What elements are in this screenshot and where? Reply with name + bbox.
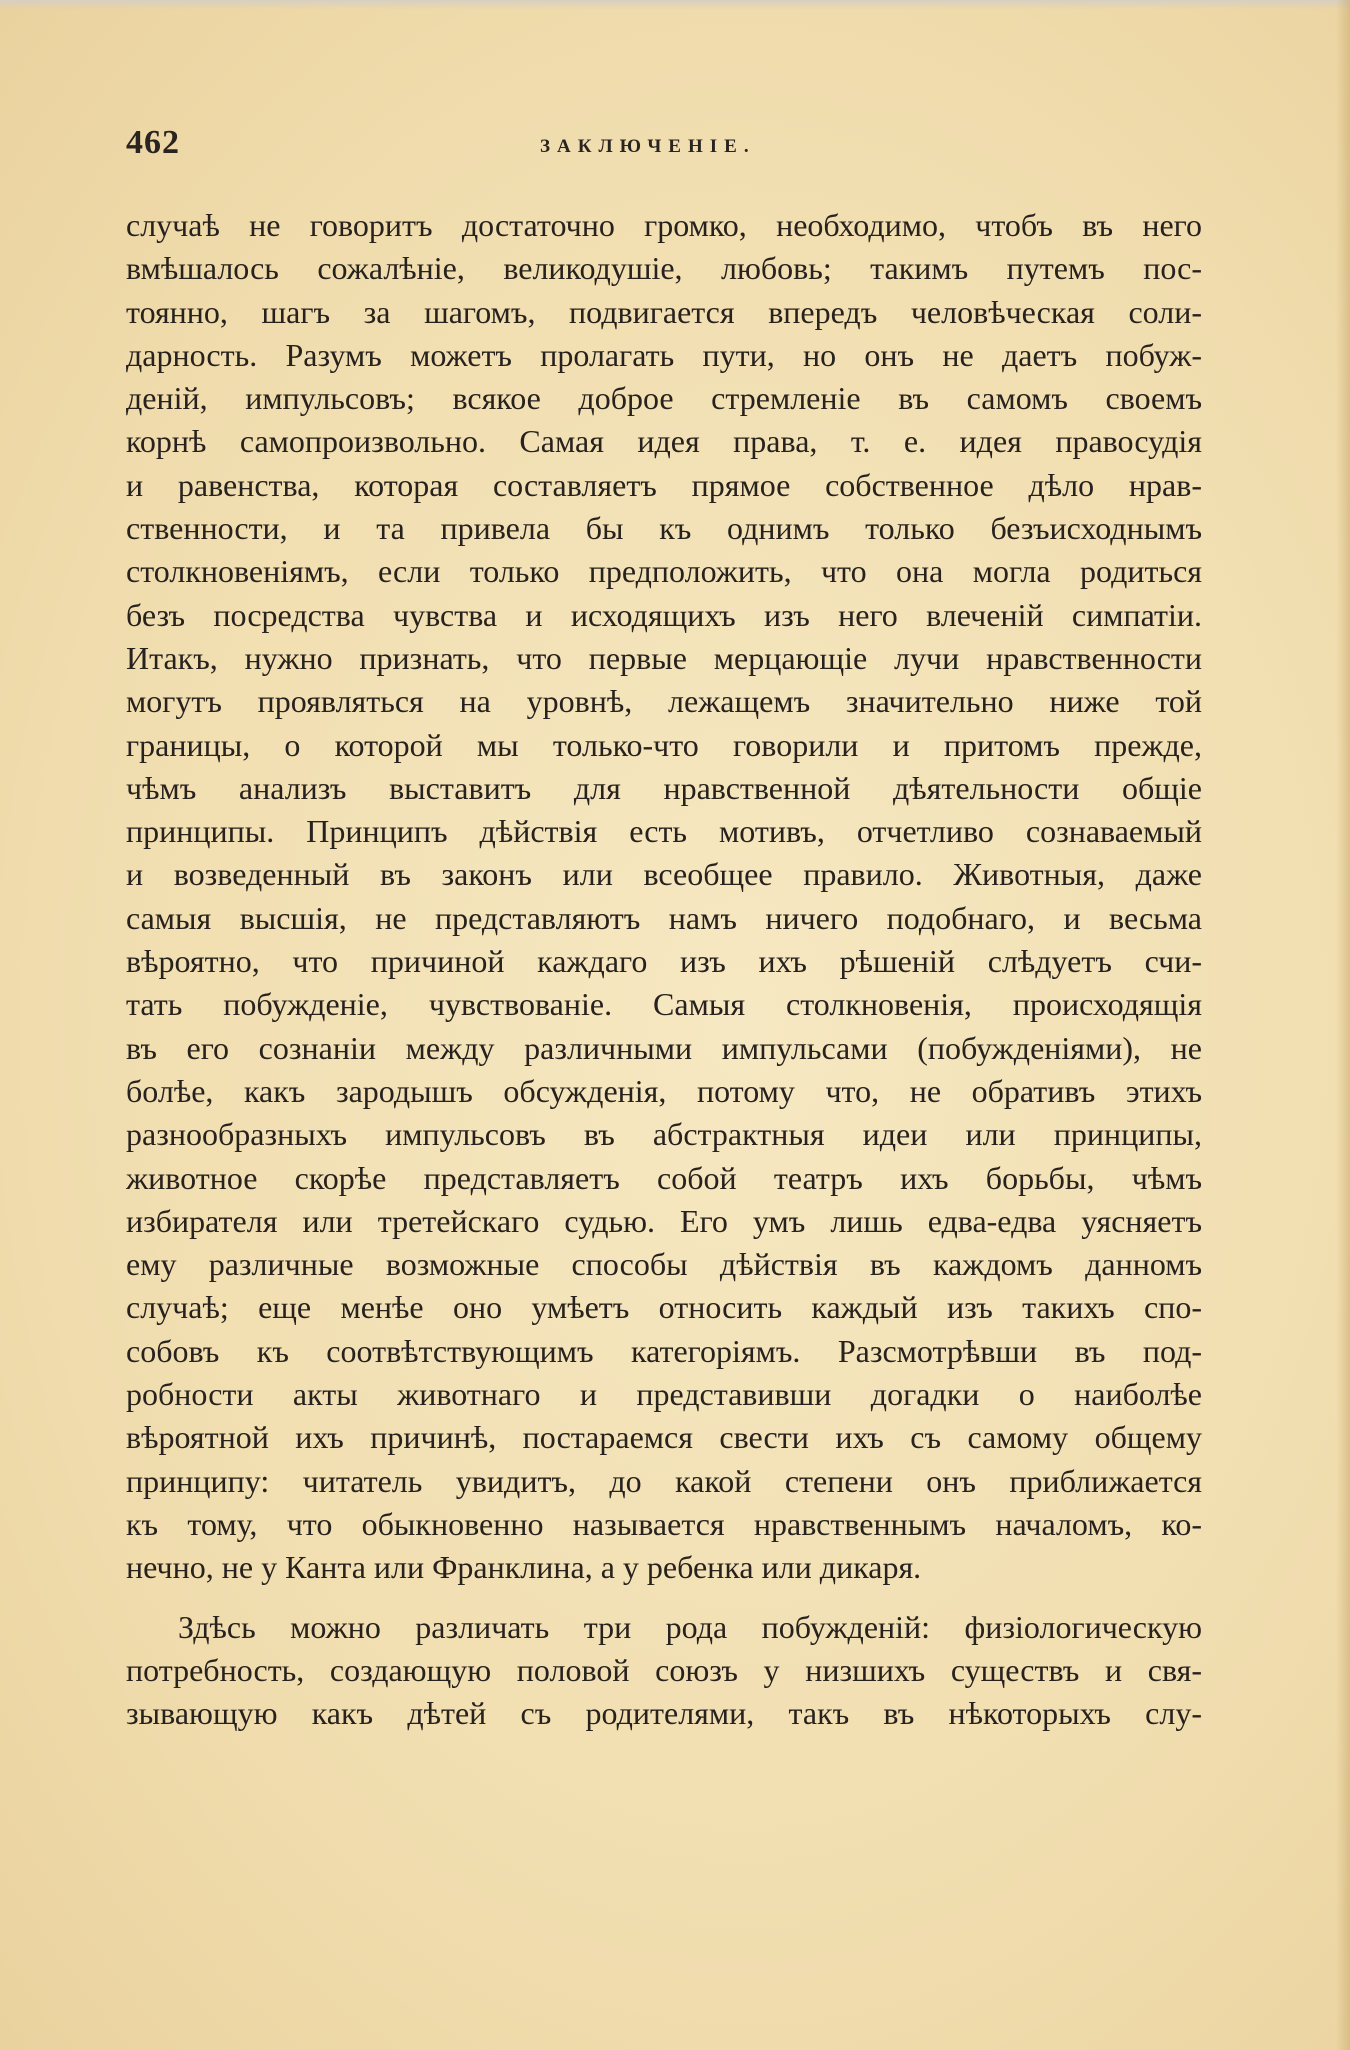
text-line: чѣмъ анализъ выставитъ для нравственной дѣятельности общіе: [126, 769, 1202, 806]
text-line: нечно, не у Канта или Франклина, а у ребенка или дикаря.: [126, 1549, 922, 1586]
page-top-edge: [0, 0, 1350, 10]
text-line: къ тому, что обыкновенно называется нравственнымъ началомъ, ко-: [126, 1505, 1202, 1542]
text-line: потребность, создающую половой союзъ у низшихъ существъ и свя-: [126, 1651, 1202, 1688]
text-line: случаѣ не говоритъ достаточно громко, необходимо, чтобъ въ него: [126, 207, 1202, 243]
text-line: разнообразныхъ импульсовъ въ абстрактныя идеи или принципы,: [126, 1116, 1202, 1153]
text-line: вѣроятно, что причиной каждаго изъ ихъ рѣшеній слѣдуетъ счи-: [126, 943, 1202, 980]
text-line: границы, о которой мы только-что говорили и притомъ прежде,: [126, 726, 1202, 763]
text-line: избирателя или третейскаго судью. Его умъ лишь едва-едва уясняетъ: [126, 1202, 1202, 1239]
running-head: ЗАКЛЮЧЕНІЕ.: [540, 136, 756, 157]
text-line: принципу: читатель увидитъ, до какой степени онъ приближается: [126, 1462, 1202, 1499]
text-line: и возведенный въ законъ или всеобщее правило. Животныя, даже: [126, 856, 1202, 893]
paragraph-1: [126, 204, 1202, 1590]
page-header: [126, 124, 1206, 174]
text-line: робности акты животнаго и представивши догадки о наиболѣе: [126, 1376, 1202, 1413]
text-line: Здѣсь можно различать три рода побужденій: физіологическую: [178, 1608, 1202, 1645]
text-line: могутъ проявляться на уровнѣ, лежащемъ значительно ниже той: [126, 683, 1202, 720]
paragraph-2: [126, 1606, 1202, 1736]
text-line: тоянно, шагъ за шагомъ, подвигается впередъ человѣческая соли-: [126, 293, 1202, 330]
text-line: безъ посредства чувства и исходящихъ изъ него влеченій симпатіи.: [126, 596, 1202, 633]
text-line: ственности, и та привела бы къ однимъ только безъисходнымъ: [126, 510, 1202, 547]
page-right-edge-shadow: [1336, 0, 1350, 2050]
text-line: собовъ къ соотвѣтствующимъ категоріямъ. Разсмотрѣвши въ под-: [126, 1332, 1202, 1369]
text-line: зывающую какъ дѣтей съ родителями, такъ въ нѣкоторыхъ слу-: [126, 1695, 1202, 1732]
text-line: дарность. Разумъ можетъ пролагать пути, но онъ не даетъ побуж-: [126, 336, 1202, 373]
text-line: ему различные возможные способы дѣйствія въ каждомъ данномъ: [126, 1246, 1202, 1283]
text-line: самыя высшія, не представляютъ намъ ничего подобнаго, и весьма: [126, 899, 1202, 936]
text-line: вѣроятной ихъ причинѣ, постараемся свести ихъ съ самому общему: [126, 1419, 1202, 1456]
text-line: и равенства, которая составляетъ прямое собственное дѣло нрав-: [126, 466, 1202, 503]
text-line: болѣе, какъ зародышъ обсужденія, потому что, не обративъ этихъ: [126, 1072, 1202, 1109]
paragraph-gap: [126, 1590, 1202, 1606]
text-line: тать побужденіе, чувствованіе. Самыя столкновенія, происходящія: [126, 986, 1202, 1023]
text-line: вмѣшалось сожалѣніе, великодушіе, любовь; такимъ путемъ пос-: [126, 250, 1202, 287]
page-number: 462: [126, 124, 180, 161]
text-line: Итакъ, нужно признать, что первые мерцающіе лучи нравственности: [126, 639, 1202, 676]
text-line: принципы. Принципъ дѣйствія есть мотивъ, отчетливо сознаваемый: [126, 813, 1202, 850]
text-line: столкновеніямъ, если только предположить, что она могла родиться: [126, 553, 1202, 590]
text-line: корнѣ самопроизвольно. Самая идея права, т. е. идея правосудія: [126, 423, 1202, 460]
text-line: случаѣ; еще менѣе оно умѣетъ относить каждый изъ такихъ спо-: [126, 1289, 1202, 1326]
text-line: животное скорѣе представляетъ собой театръ ихъ борьбы, чѣмъ: [126, 1159, 1202, 1196]
text-line: деній, импульсовъ; всякое доброе стремленіе въ самомъ своемъ: [126, 380, 1202, 417]
text-line: въ его сознаніи между различными импульсами (побужденіями), не: [126, 1029, 1202, 1066]
body-text: [126, 204, 1202, 1735]
